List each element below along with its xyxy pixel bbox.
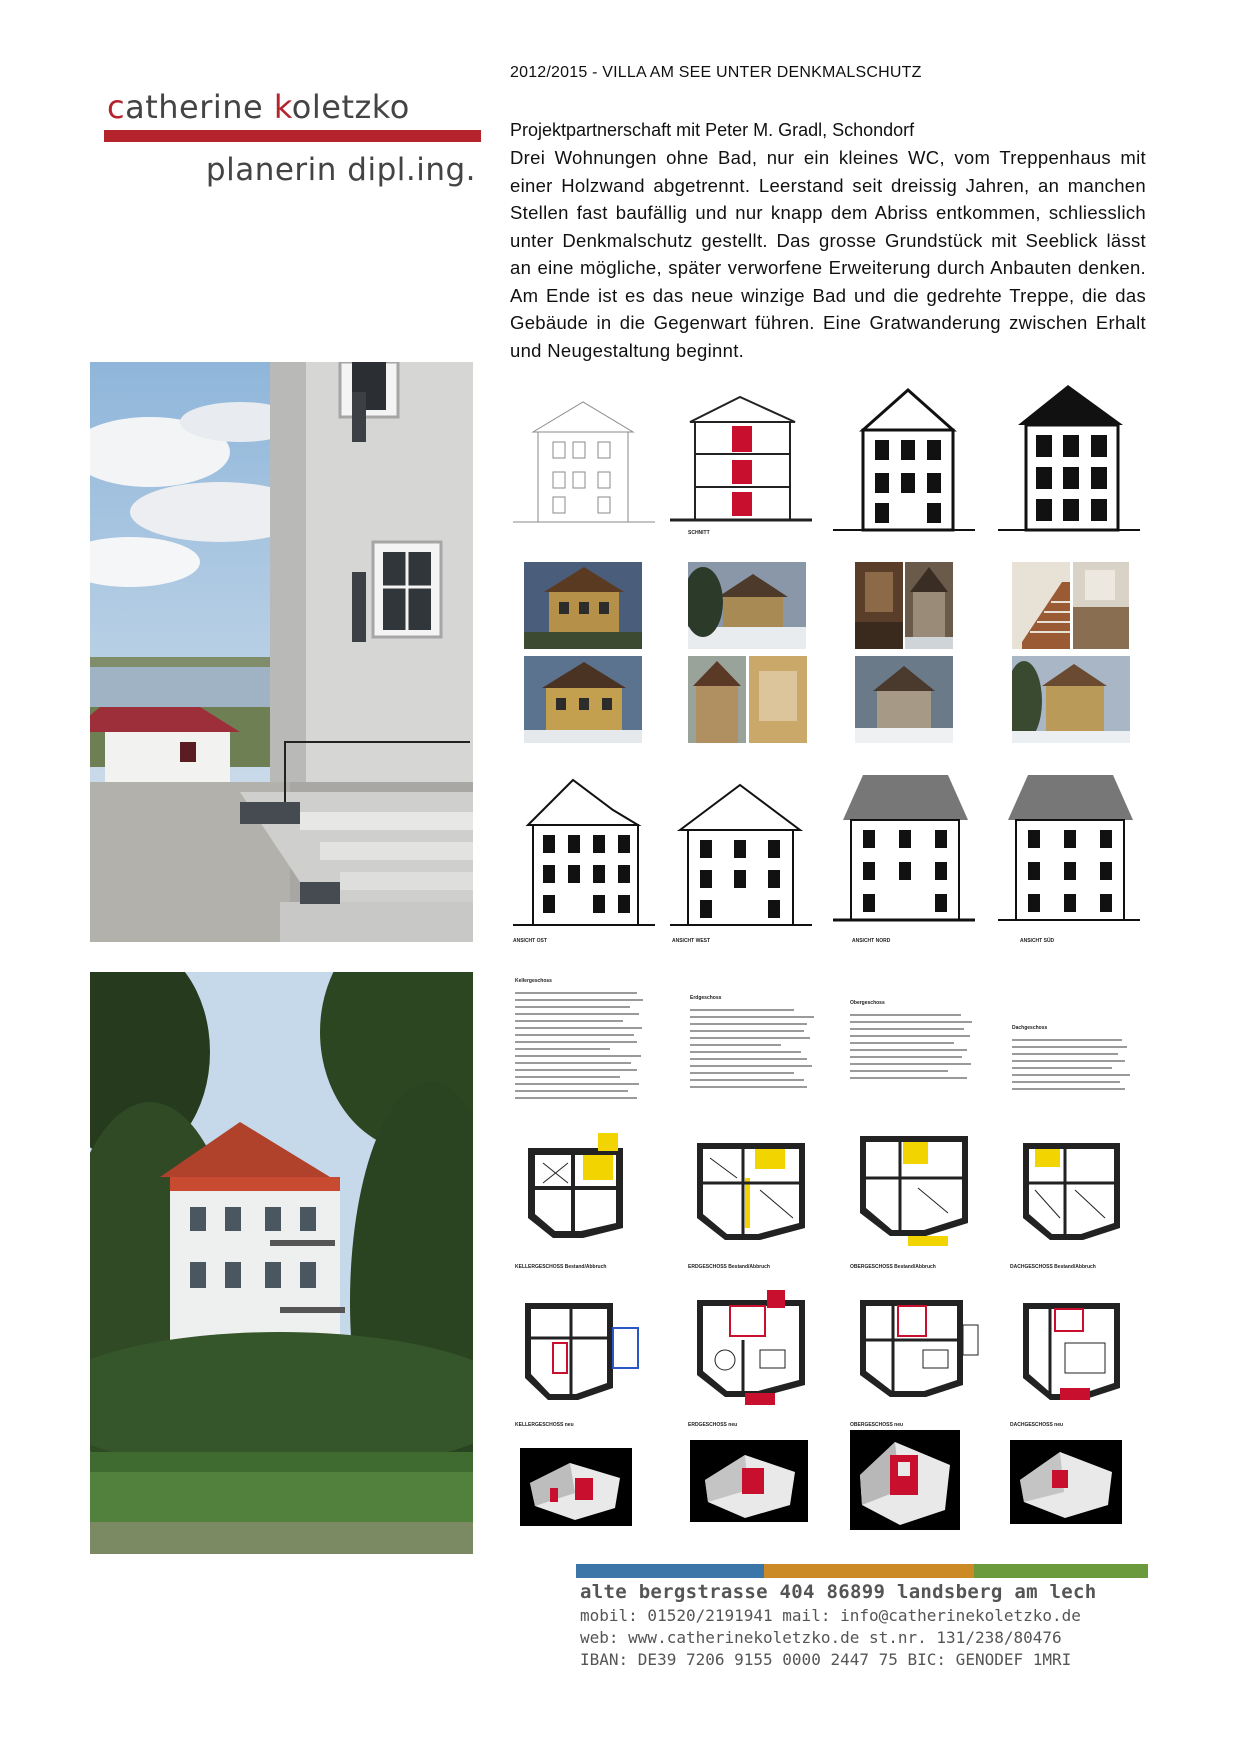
plan-og-bestand xyxy=(848,1118,986,1258)
caption-dg-neu: DACHGESCHOSS neu xyxy=(1010,1422,1064,1428)
plan-eg-bestand xyxy=(685,1128,820,1258)
drawing-historic-front-dark xyxy=(998,385,1140,537)
project-partner: Projektpartnerschaft mit Peter M. Gradl, Schondorf xyxy=(510,120,915,140)
logo-subtitle: planerin dipl.ing. xyxy=(205,152,476,188)
drawing-elevation-west xyxy=(670,775,812,933)
caption-eg-neu: ERDGESCHOSS neu xyxy=(688,1422,738,1428)
text-column-heading: Dachgeschoss xyxy=(1012,1025,1048,1031)
drawing-historic-front xyxy=(833,385,975,537)
photo-existing-3b xyxy=(905,562,953,649)
render-3d-eg xyxy=(690,1440,808,1522)
footer-bar-orange xyxy=(764,1564,974,1578)
drawing-elevation-sued xyxy=(998,770,1140,933)
render-3d-kg xyxy=(520,1448,632,1526)
photo-existing-7 xyxy=(855,656,953,743)
drawing-elevation-ost xyxy=(513,775,655,933)
plan-dg-neu xyxy=(1005,1288,1140,1416)
photo-existing-3a xyxy=(855,562,903,649)
caption-kg-bestand: KELLERGESCHOSS Bestand/Abbruch xyxy=(515,1264,607,1270)
caption-og-bestand: OBERGESCHOSS Bestand/Abbruch xyxy=(850,1264,936,1270)
drawing-section xyxy=(670,392,812,527)
footer-bar-green xyxy=(974,1564,1148,1578)
drawing-historic-elevation xyxy=(513,392,655,527)
plan-dg-bestand xyxy=(1005,1128,1140,1258)
plan-eg-neu xyxy=(685,1285,820,1416)
caption-ansicht-ost: ANSICHT OST xyxy=(513,938,547,944)
photo-existing-5 xyxy=(524,656,642,743)
logo-red-bar xyxy=(104,130,481,142)
logo-initial-first: c xyxy=(107,88,126,126)
logo-initial-last: k xyxy=(273,88,292,126)
photo-existing-6a xyxy=(688,656,746,743)
photo-existing-1 xyxy=(524,562,642,649)
logo-last-name: oletzko xyxy=(291,88,410,126)
photo-existing-4b xyxy=(1073,562,1129,649)
project-description: Drei Wohnungen ohne Bad, nur ein kleines WC, vom Treppenhaus mit einer Holzwand abgetrennt. Leerstand seit dreissig Jahren, an manchen Stellen fast baufällig und nur knapp dem Abriss entkommen, schliesslich unter Denkmalschutz gestellt. Das grosse Grundstück mit Seeblick lässt an eine mögliche, später verworfene Erweiterung durch Anbauten denken. Am Ende ist es das neue winzige Bad und die gedrehte Treppe, die das Gebäude in die Gegenwart führen. Eine Gratwanderung zwischen Erhalt und Neugestaltung beginnt. xyxy=(510,147,1146,361)
caption-dg-bestand: DACHGESCHOSS Bestand/Abbruch xyxy=(1010,1264,1096,1270)
text-column-heading: Kellergeschoss xyxy=(515,978,552,984)
photo-existing-2 xyxy=(688,562,806,649)
photo-existing-6b xyxy=(749,656,807,743)
plan-kg-bestand xyxy=(513,1128,648,1258)
footer-bank: IBAN: DE39 7206 9155 0000 2447 75 BIC: GENODEF 1MRI xyxy=(580,1650,1072,1669)
text-column-heading: Obergeschoss xyxy=(850,1000,885,1006)
caption-og-neu: OBERGESCHOSS neu xyxy=(850,1422,904,1428)
logo-name xyxy=(107,88,410,126)
footer-address: alte bergstrasse 404 86899 landsberg am lech xyxy=(580,1581,1097,1603)
render-3d-dg xyxy=(1010,1440,1122,1524)
caption-ansicht-nord: ANSICHT NORD xyxy=(852,938,891,944)
render-3d-og xyxy=(850,1430,960,1530)
caption-ansicht-west: ANSICHT WEST xyxy=(672,938,711,944)
project-title: 2012/2015 - VILLA AM SEE UNTER DENKMALSCHUTZ xyxy=(510,64,922,81)
footer-contact: mobil: 01520/2191941 mail: info@catherinekoletzko.de xyxy=(580,1606,1081,1625)
text-column-dachgeschoss xyxy=(1012,1025,1137,1095)
footer-bar-blue xyxy=(576,1564,764,1578)
logo-first-name: atherine xyxy=(125,88,274,126)
text-column-heading: Erdgeschoss xyxy=(690,995,722,1001)
plan-og-neu xyxy=(848,1285,986,1416)
photo-existing-4a xyxy=(1012,562,1070,649)
text-column-kellergeschoss xyxy=(515,978,650,1104)
text-column-erdgeschoss xyxy=(690,995,820,1093)
photo-existing-8 xyxy=(1012,656,1130,743)
footer-web: web: www.catherinekoletzko.de st.nr. 131/238/80476 xyxy=(580,1628,1062,1647)
caption-kg-neu: KELLERGESCHOSS neu xyxy=(515,1422,574,1428)
plan-kg-neu xyxy=(513,1288,648,1416)
drawing-elevation-nord xyxy=(833,770,975,933)
photo-terrace-lake xyxy=(90,362,473,942)
text-column-obergeschoss xyxy=(850,1000,980,1084)
caption-ansicht-sued: ANSICHT SÜD xyxy=(1020,938,1055,944)
caption-eg-bestand: ERDGESCHOSS Bestand/Abbruch xyxy=(688,1264,770,1270)
caption-schnitt: SCHNITT xyxy=(688,530,710,536)
photo-villa-trees xyxy=(90,972,473,1554)
